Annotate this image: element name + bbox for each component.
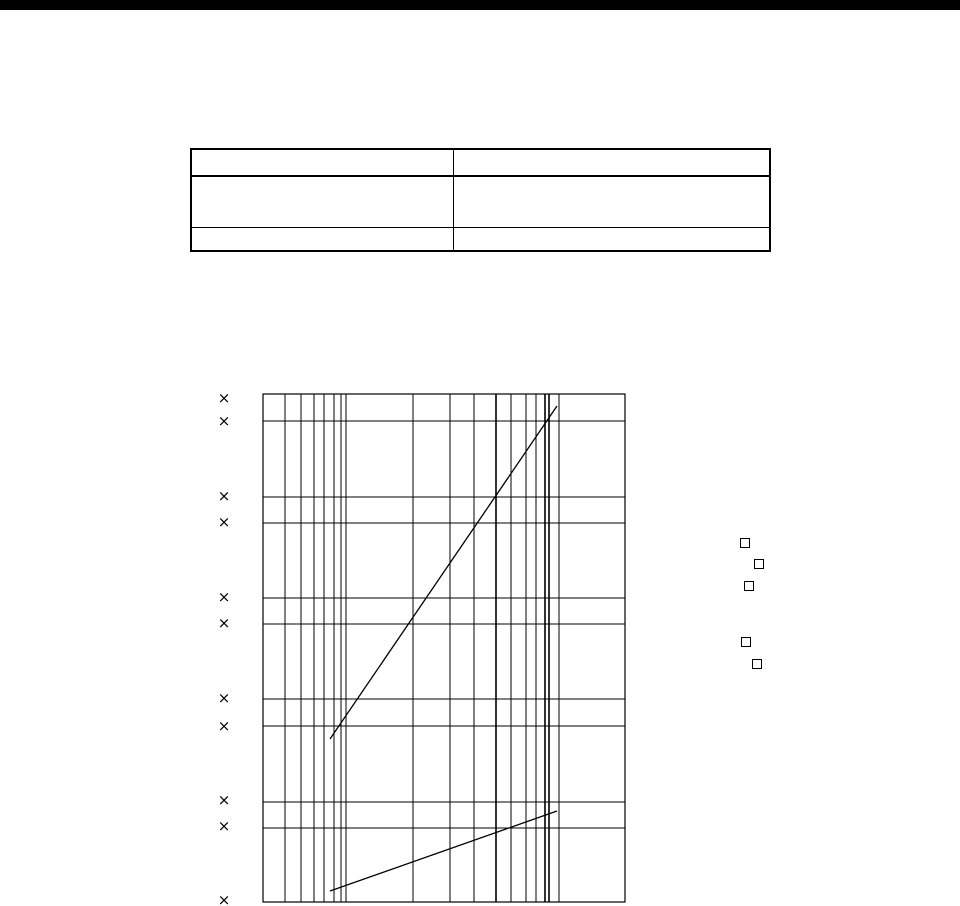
horizontal-gridlines: [263, 421, 625, 828]
vertical-gridlines: [285, 394, 559, 902]
y-tick-label: ×: [217, 689, 231, 707]
y-tick-label: ×: [217, 389, 231, 407]
y-tick-label: ×: [217, 412, 231, 430]
legend-marker: [754, 559, 764, 569]
y-tick-label: ×: [217, 487, 231, 505]
plot-frame: [263, 394, 625, 902]
y-tick-label: ×: [217, 588, 231, 606]
y-tick-label: ×: [217, 891, 231, 906]
series-line: [330, 406, 557, 739]
series-line: [330, 811, 557, 891]
y-tick-labels: [218, 389, 231, 906]
y-tick-label: ×: [217, 791, 231, 809]
legend-marker: [740, 538, 750, 548]
y-tick-label: ×: [217, 717, 231, 735]
y-tick-label: ×: [217, 817, 231, 835]
y-tick-label: ×: [217, 513, 231, 531]
legend-marker: [752, 659, 762, 669]
legend-marker: [741, 637, 751, 647]
series-lines: [330, 406, 557, 891]
y-tick-label: ×: [217, 614, 231, 632]
legend-marker: [744, 581, 754, 591]
